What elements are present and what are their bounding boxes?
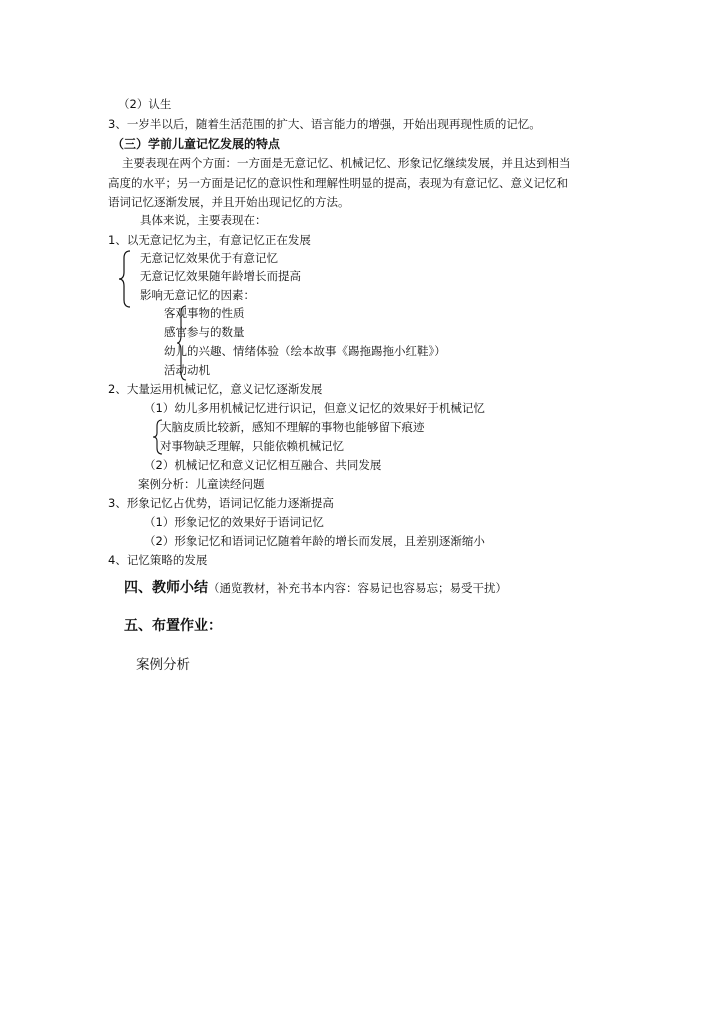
text-line: （2）形象记忆和语词记忆随着年龄的增长而发展，且差别逐渐缩小 — [144, 534, 485, 548]
section-heading — [124, 580, 507, 596]
text-line: 客观事物的性质 — [164, 306, 245, 320]
text-line: 主要表现在两个方面：一方面是无意记忆、机械记忆、形象记忆继续发展，并且达到相当 — [122, 156, 571, 170]
text-line: 幼儿的兴趣、情绪体验（绘本故事《踢拖踢拖小红鞋》） — [164, 344, 446, 358]
list-item: 1、以无意记忆为主，有意记忆正在发展 — [108, 233, 311, 247]
text-line: 对事物缺乏理解，只能依赖机械记忆 — [160, 439, 344, 453]
text-line: 3、一岁半以后，随着生活范围的扩大、语言能力的增强，开始出现再现性质的记忆。 — [108, 117, 541, 131]
section-heading: 五、布置作业： — [124, 618, 222, 634]
text-line: 案例分析 — [136, 657, 190, 673]
text-line: 无意记忆效果优于有意记忆 — [140, 251, 278, 265]
text-line: （1）幼儿多用机械记忆进行识记，但意义记忆的效果好于机械记忆 — [144, 401, 485, 415]
text-line: 语词记忆逐渐发展，并且开始出现记忆的方法。 — [108, 195, 350, 209]
text-line: 案例分析：儿童读经问题 — [138, 477, 265, 491]
text-line: （1）形象记忆的效果好于语词记忆 — [144, 515, 324, 529]
text-line: 具体来说，主要表现在： — [140, 213, 267, 227]
summary-heading: 四、教师小结 — [124, 580, 208, 596]
section-heading: （三）学前儿童记忆发展的特点 — [112, 137, 281, 151]
text-line: 感官参与的数量 — [164, 325, 245, 339]
list-item: 4、记忆策略的发展 — [108, 553, 208, 567]
text-line: 活动动机 — [164, 363, 210, 377]
text-line: 高度的水平；另一方面是记忆的意识性和理解性明显的提高，表现为有意记忆、意义记忆和 — [108, 176, 568, 190]
list-item: 3、形象记忆占优势，语词记忆能力逐渐提高 — [108, 496, 334, 510]
list-item: 2、大量运用机械记忆，意义记忆逐渐发展 — [108, 382, 323, 396]
text-line: （2）认生 — [118, 97, 172, 111]
curly-brace-icon — [118, 250, 132, 308]
text-line: 大脑皮质比较新，感知不理解的事物也能够留下痕迹 — [160, 420, 425, 434]
text-line: 无意记忆效果随年龄增长而提高 — [140, 269, 301, 283]
text-line: （2）机械记忆和意义记忆相互融合、共同发展 — [144, 458, 382, 472]
text-line: 影响无意记忆的因素： — [140, 288, 255, 302]
summary-note: （通览教材，补充书本内容：容易记也容易忘；易受干扰） — [208, 581, 507, 595]
